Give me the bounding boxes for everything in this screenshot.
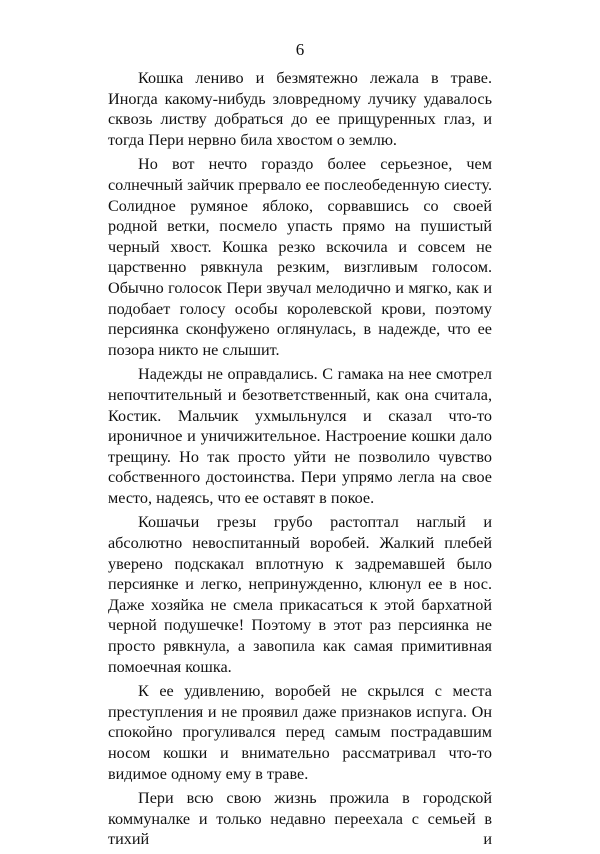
paragraph-5: К ее удивлению, воробей не скрылся с места преступления и не проявил даже признаков испуга. Он спокойно прогуливался перед самым пострадавшим носом кошки и внимательно рассматривал что-то видимое одному ему в траве. xyxy=(108,682,492,783)
paragraph-2: Но вот нечто гораздо более серьезное, чем солнечный зайчик прервало ее послеобеденную сиесту. Солидное румяное яблоко, сорвавшись со своей родной ветки, посмело упасть прямо на пушистый черный хвост. Кошка резко вскочила и совсем не царственно рявкнула резким, визгливым голосом. Обычно голосок Пери звучал мелодично и мягко, как и подобает голосу особы королевской крови, поэтому персиянка сконфужено оглянулась, в надежде, что ее позора никто не слышит. xyxy=(108,155,492,359)
body-text xyxy=(108,68,492,854)
paragraph-3: Надежды не оправдались. С гамака на нее смотрел непочтительный и безответственный, как она считала, Костик. Мальчик ухмыльнулся и сказал что-то ироничное и уничижительное. Настроение кошки дало трещину. Но так просто уйти не позволило чувство собственного достоинства. Пери упрямо легла на свое место, надеясь, что ее оставят в покое. xyxy=(108,365,492,507)
paragraph-1: Кошка лениво и безмятежно лежала в траве. Иногда какому-нибудь зловредному лучику удавалось сквозь листву добраться до ее прищуренных глаз, и тогда Пери нервно била хвостом о землю. xyxy=(108,69,492,149)
page-number: 6 xyxy=(295,40,305,59)
paragraph-4: Кошачьи грезы грубо растоптал наглый и абсолютно невоспитанный воробей. Жалкий плебей уверено подскакал вплотную к задремавшей было персиянке и легко, непринужденно, клюнул ее в нос. Даже хозяйка не смела прикасаться к этой бархатной черной подушечке! Поэтому в этот раз персиянка не просто рявкнула, а завопила как самая примитивная помоечная кошка. xyxy=(108,513,492,676)
paragraph-6: Пери всю свою жизнь прожила в городской коммуналке и только недавно переехала с семьей в тихий и xyxy=(108,789,492,849)
